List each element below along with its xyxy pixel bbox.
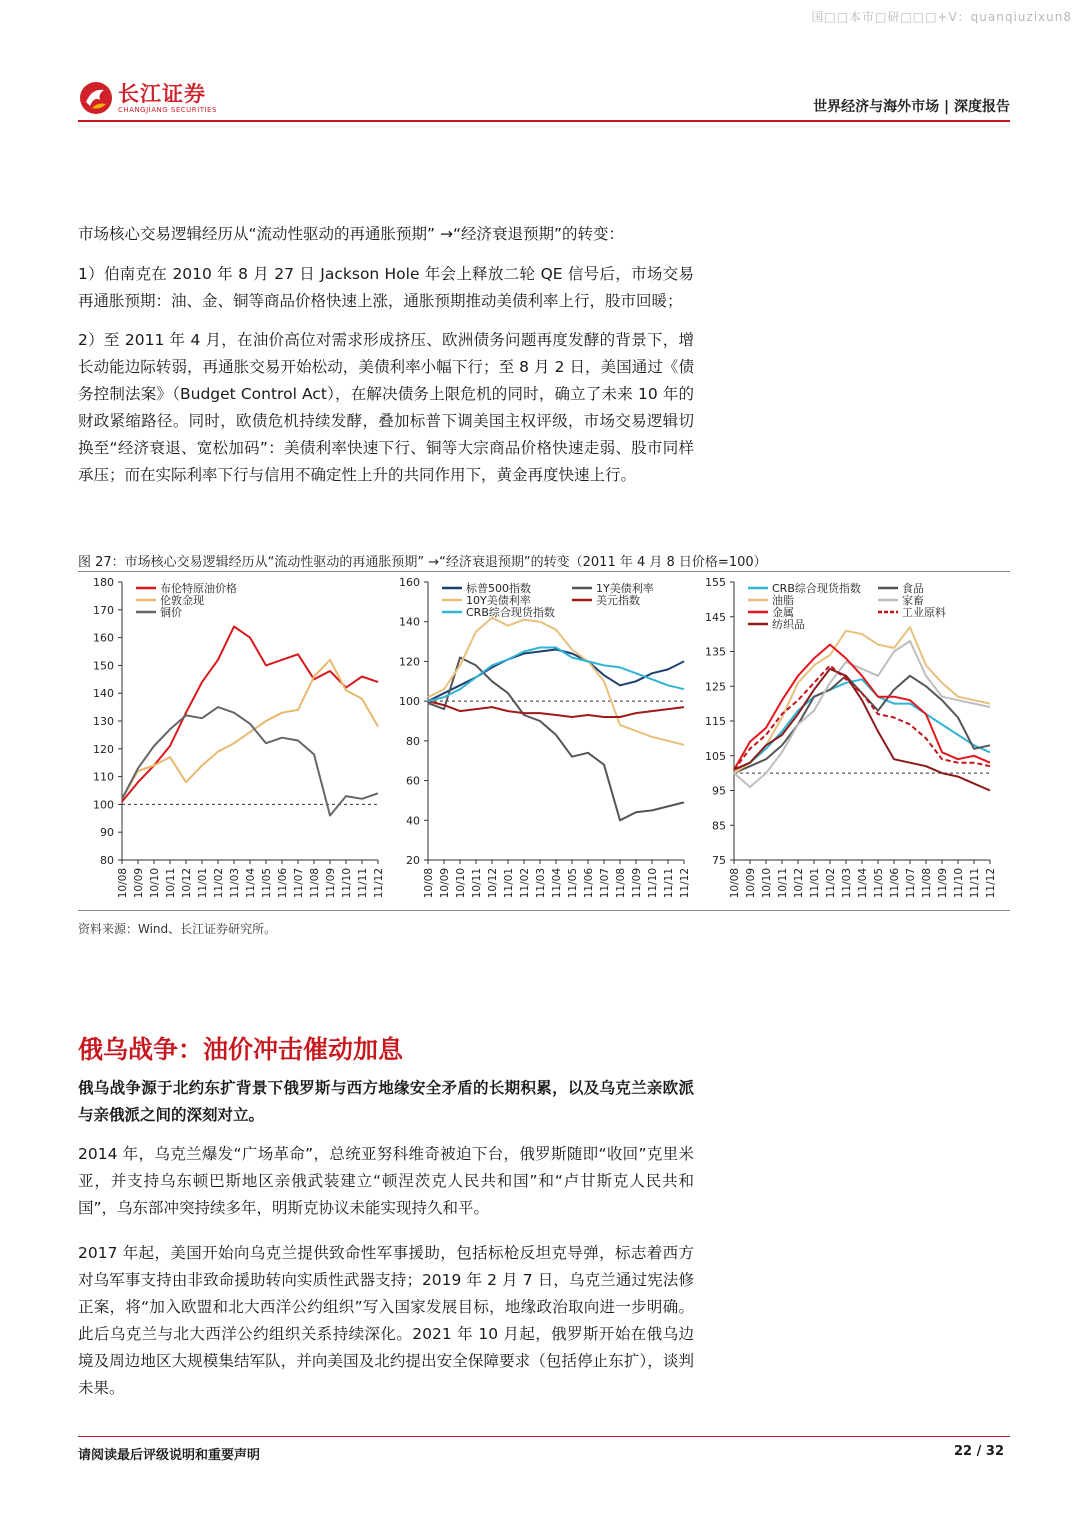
x-tick-label: 11/08	[615, 868, 627, 899]
x-tick-label: 11/12	[373, 868, 385, 899]
section-paragraph-3: 2017 年起，美国开始向乌克兰提供致命性军事援助，包括标枪反坦克导弹，标志着西方对乌军事支持由非致命援助转向实质性武器支持；2019 年 2 月 7 日，乌克兰通过宪法修正案，将“加入欧盟和北大西洋公约组织”写入国家发展目标，地缘政治取向进一步明确。此后乌克兰与北大西洋公约组织关系持续深化。2021 年 10 月起，俄罗斯开始在俄乌边境及周边地区大规模集结军队，并向美国及北约提出安全保障要求（包括停止东扩），谈判未果。	[78, 1244, 694, 1397]
y-tick-label: 100	[399, 695, 420, 709]
legend-label: 油脂	[772, 594, 794, 607]
legend-label: 10Y美债利率	[466, 594, 531, 607]
y-tick-label: 170	[93, 603, 114, 617]
x-tick-label: 11/04	[551, 868, 563, 899]
x-tick-label: 11/04	[857, 868, 869, 899]
x-tick-label: 11/06	[889, 868, 901, 899]
y-tick-label: 140	[399, 615, 420, 629]
x-tick-label: 10/09	[745, 868, 757, 899]
x-tick-label: 11/09	[325, 868, 337, 899]
y-tick-label: 120	[399, 655, 420, 669]
y-tick-label: 110	[93, 770, 114, 784]
series-line	[428, 650, 684, 702]
x-tick-label: 11/01	[197, 868, 209, 899]
x-tick-label: 11/09	[937, 868, 949, 899]
series-line	[122, 627, 378, 802]
y-tick-label: 75	[712, 854, 726, 867]
figure-bottom-rule	[78, 910, 1010, 911]
x-tick-label: 11/02	[519, 868, 531, 899]
x-tick-label: 11/10	[647, 868, 659, 899]
y-tick-label: 120	[93, 742, 114, 756]
body-paragraph-2: 2）至 2011 年 4 月，在油价高位对需求形成挤压、欧洲债务问题再度发酵的背景下，增长动能边际转弱，再通胀交易开始松动，美债利率小幅下行；至 8 月 2 日，美国通过《债务控制法案》（Budget Control Act），在解决债务上限危机的同时，确立了未来 10 年的财政紧缩路径。同时，欧债危机持续发酵，叠加标普下调美国主权评级，市场交易逻辑切换至“经济衰退、宽松加码”：美债利率快速下行、铜等大宗商品价格快速走弱、股市同样承压；而在实际利率下行与信用不确定性上升的共同作用下，黄金再度快速上行。	[78, 331, 694, 484]
header-divider	[78, 120, 1010, 122]
x-tick-label: 10/09	[133, 868, 145, 899]
series-line	[428, 648, 684, 702]
y-tick-label: 60	[406, 774, 420, 788]
y-tick-label: 85	[712, 819, 726, 833]
legend-label: CRB综合现货指数	[466, 606, 555, 619]
y-tick-label: 115	[705, 715, 726, 728]
x-tick-label: 10/10	[455, 868, 467, 899]
series-line	[734, 641, 990, 787]
chart-markets	[384, 574, 702, 904]
logo-dragon-icon	[78, 80, 114, 116]
y-tick-label: 20	[406, 854, 420, 867]
x-tick-label: 10/11	[777, 868, 789, 899]
y-tick-label: 80	[406, 734, 420, 748]
legend-label: 食品	[902, 582, 924, 595]
x-tick-label: 11/01	[503, 868, 515, 899]
x-tick-label: 11/06	[583, 868, 595, 899]
x-tick-label: 10/11	[471, 868, 483, 899]
watermark-text: 国□□本市□研□□□+V：quanqiuzixun8	[811, 10, 1072, 24]
x-tick-label: 10/12	[793, 868, 805, 899]
x-tick-label: 11/01	[809, 868, 821, 899]
body-paragraph-intro: 市场核心交易逻辑经历从“流动性驱动的再通胀预期” →“经济衰退预期”的转变：	[78, 225, 625, 243]
x-tick-label: 10/11	[165, 868, 177, 899]
y-tick-label: 180	[93, 576, 114, 589]
company-logo	[78, 80, 217, 116]
y-tick-label: 155	[705, 576, 726, 589]
x-tick-label: 11/03	[535, 868, 547, 899]
x-tick-label: 11/11	[969, 868, 981, 899]
x-tick-label: 11/02	[825, 868, 837, 899]
page-number: 22 / 32	[954, 1444, 1004, 1459]
chart-markets-svg	[384, 574, 702, 904]
report-type: 世界经济与海外市场 | 深度报告	[813, 99, 1010, 115]
y-tick-label: 150	[93, 659, 114, 673]
figure-top-rule	[78, 571, 1010, 572]
section-paragraph-2: 2014 年，乌克兰爆发“广场革命”，总统亚努科维奇被迫下台，俄罗斯随即“收回”克里米亚，并支持乌东顿巴斯地区亲俄武装建立“顿涅茨克人民共和国”和“卢甘斯克人民共和国”，乌东部冲突持续多年，明斯克协议未能实现持久和平。	[78, 1145, 694, 1217]
y-tick-label: 125	[705, 680, 726, 694]
series-line	[734, 645, 990, 770]
y-tick-label: 80	[100, 854, 114, 867]
legend-label: 纺织品	[772, 618, 805, 631]
x-tick-label: 11/05	[567, 868, 579, 899]
x-tick-label: 11/12	[985, 868, 997, 899]
footer-divider	[78, 1436, 1010, 1437]
x-tick-label: 11/08	[309, 868, 321, 899]
x-tick-label: 11/04	[245, 868, 257, 899]
figure-source: 资料来源：Wind、长江证券研究所。	[78, 922, 277, 936]
y-tick-label: 160	[93, 631, 114, 645]
logo-english-name: CHANGJIANG SECURITIES	[118, 105, 217, 114]
footer-disclaimer: 请阅读最后评级说明和重要声明	[78, 1448, 261, 1463]
x-tick-label: 10/08	[423, 868, 435, 899]
legend-label: CRB综合现货指数	[772, 582, 861, 595]
legend-label: 伦敦金现	[160, 594, 204, 607]
y-tick-label: 130	[93, 715, 114, 728]
y-tick-label: 135	[705, 645, 726, 659]
y-tick-label: 40	[406, 814, 420, 828]
series-line	[428, 701, 684, 717]
x-tick-label: 10/10	[761, 868, 773, 899]
y-tick-label: 160	[399, 576, 420, 589]
x-tick-label: 11/07	[599, 868, 611, 899]
chart-commodities-svg	[78, 574, 396, 904]
body-paragraph-1: 1）伯南克在 2010 年 8 月 27 日 Jackson Hole 年会上释放二轮 QE 信号后，市场交易再通胀预期：油、金、铜等商品价格快速上涨，通胀预期推动美债利率上行，股市回暖；	[78, 265, 694, 310]
x-tick-label: 11/05	[873, 868, 885, 899]
x-tick-label: 10/12	[487, 868, 499, 899]
x-tick-label: 11/03	[841, 868, 853, 899]
legend-label: 家畜	[902, 594, 924, 607]
x-tick-label: 11/08	[921, 868, 933, 899]
legend-label: 1Y美债利率	[596, 582, 654, 595]
chart-crb-components-svg	[690, 574, 1008, 904]
legend-label: 工业原料	[902, 606, 946, 619]
x-tick-label: 11/11	[357, 868, 369, 899]
y-tick-label: 100	[93, 798, 114, 812]
chart-commodities	[78, 574, 396, 904]
x-tick-label: 11/03	[229, 868, 241, 899]
x-tick-label: 11/12	[679, 868, 691, 899]
x-tick-label: 10/08	[117, 868, 129, 899]
y-tick-label: 90	[100, 826, 114, 840]
x-tick-label: 10/12	[181, 868, 193, 899]
legend-label: 美元指数	[596, 594, 640, 607]
x-tick-label: 11/07	[293, 868, 305, 899]
x-tick-label: 11/05	[261, 868, 273, 899]
y-tick-label: 140	[93, 687, 114, 701]
section-paragraph-1: 俄乌战争源于北约东扩背景下俄罗斯与西方地缘安全矛盾的长期积累，以及乌克兰亲欧派与亲俄派之间的深刻对立。	[78, 1079, 694, 1124]
x-tick-label: 11/10	[953, 868, 965, 899]
x-tick-label: 10/08	[729, 868, 741, 899]
logo-chinese-name: 长江证券	[118, 81, 206, 106]
x-tick-label: 11/09	[631, 868, 643, 899]
chart-crb-components	[690, 574, 1008, 904]
y-tick-label: 145	[705, 610, 726, 624]
legend-label: 铜价	[160, 606, 182, 619]
y-tick-label: 105	[705, 749, 726, 763]
x-tick-label: 11/11	[663, 868, 675, 899]
x-tick-label: 10/09	[439, 868, 451, 899]
figure-caption: 图 27：市场核心交易逻辑经历从“流动性驱动的再通胀预期” →“经济衰退预期”的转变（2011 年 4 月 8 日价格=100）	[78, 555, 767, 570]
legend-label: 布伦特原油价格	[160, 582, 237, 595]
legend-label: 标普500指数	[466, 582, 531, 595]
legend-label: 金属	[772, 606, 794, 619]
y-tick-label: 95	[712, 784, 726, 798]
x-tick-label: 10/10	[149, 868, 161, 899]
x-tick-label: 11/07	[905, 868, 917, 899]
x-tick-label: 11/10	[341, 868, 353, 899]
section-title: 俄乌战争：油价冲击催动加息	[78, 1035, 404, 1064]
x-tick-label: 11/02	[213, 868, 225, 899]
x-tick-label: 11/06	[277, 868, 289, 899]
